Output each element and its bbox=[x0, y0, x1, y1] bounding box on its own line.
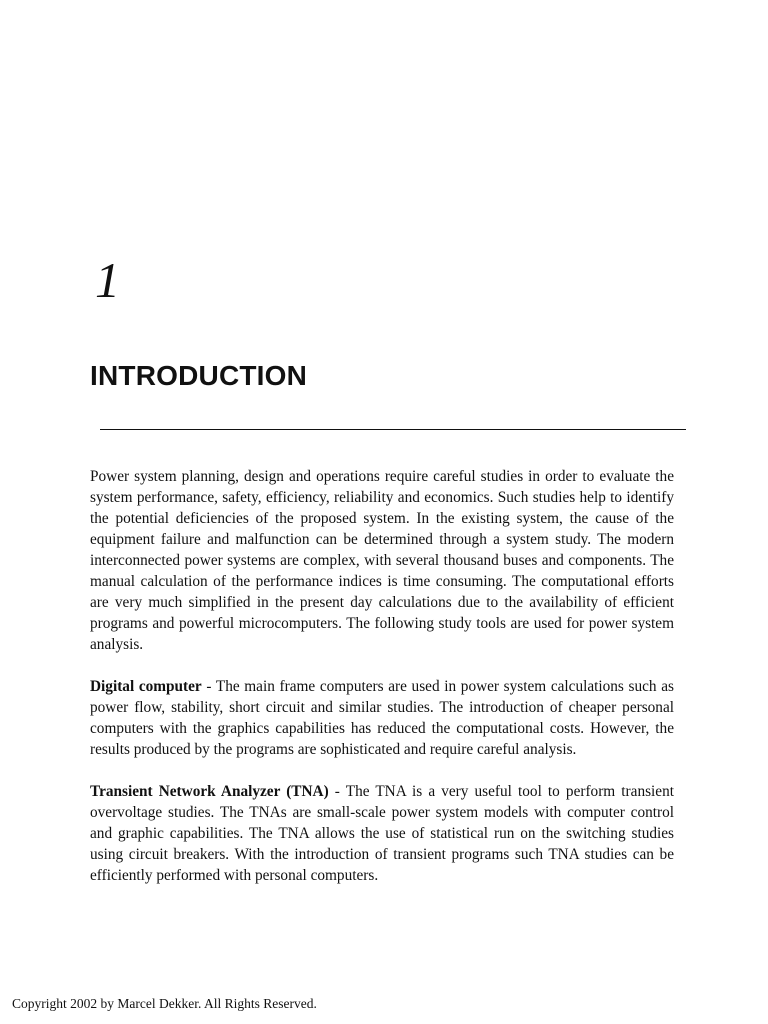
digital-computer-paragraph bbox=[90, 676, 674, 760]
chapter-title: INTRODUCTION bbox=[90, 360, 308, 391]
tna-paragraph bbox=[90, 781, 674, 886]
body-text bbox=[90, 466, 674, 907]
digital-computer-text: - The main frame computers are used in power system calculations such as power flow, stability, short circuit and similar studies. The introduction of cheaper personal computers with the graphics capabilities has reduced the computational costs. However, the results produced by the programs are sophisticated and require careful analysis. bbox=[90, 678, 674, 758]
chapter-number: 1 bbox=[95, 252, 120, 308]
digital-computer-term: Digital computer bbox=[90, 678, 202, 695]
intro-paragraph-text: Power system planning, design and operations require careful studies in order to evaluate the system performance, safety, efficiency, reliability and economics. Such studies help to identify the potential deficiencies of the proposed system. In the existing system, the cause of the equipment failure and malfunction can be determined through a system study. The modern interconnected power systems are complex, with several thousand buses and components. The manual calculation of the performance indices is time consuming. The computational efforts are very much simplified in the present day calculations due to the availability of efficient programs and powerful microcomputers. The following study tools are used for power system analysis. bbox=[90, 468, 674, 653]
tna-text: - The TNA is a very useful tool to perform transient overvoltage studies. The TNAs are small-scale power system models with computer control and graphic capabilities. The TNA allows the use of statistical run on the switching studies using circuit breakers. With the introduction of transient programs such TNA studies can be efficiently performed with personal computers. bbox=[90, 783, 674, 884]
intro-paragraph bbox=[90, 466, 674, 655]
title-divider bbox=[100, 429, 686, 430]
tna-term: Transient Network Analyzer (TNA) bbox=[90, 783, 329, 800]
copyright-footer: Copyright 2002 by Marcel Dekker. All Rights Reserved. bbox=[12, 996, 317, 1011]
